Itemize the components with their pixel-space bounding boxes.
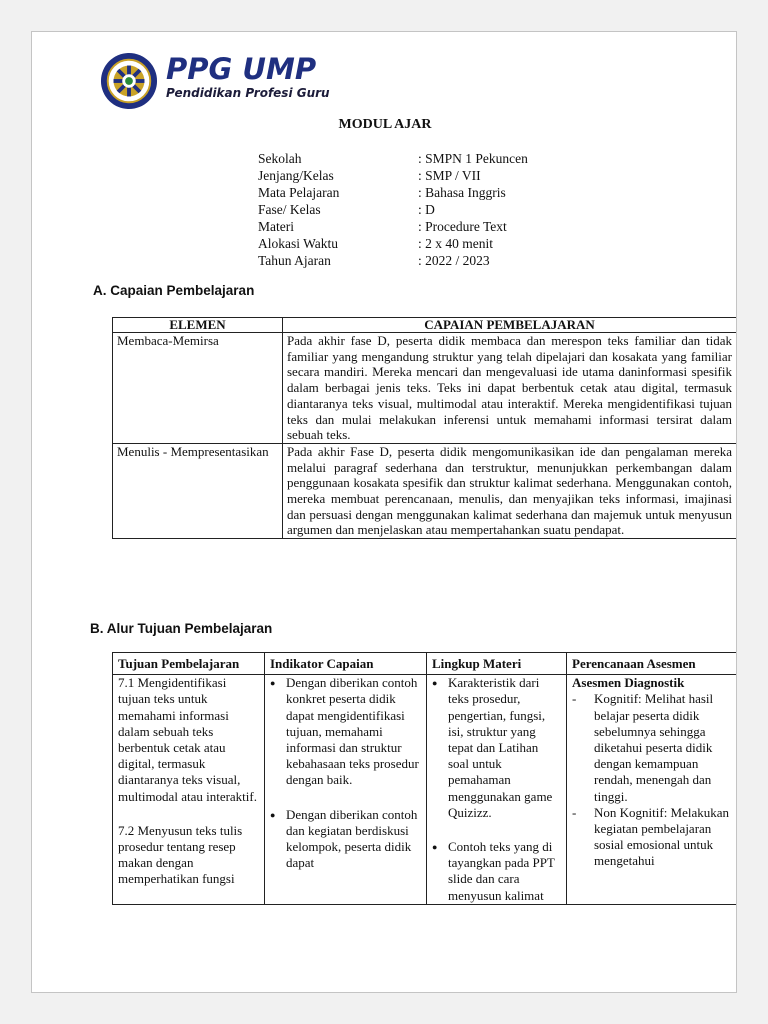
materi-cell: [427, 675, 567, 905]
identity-key: Mata Pelajaran: [258, 185, 340, 200]
list-item: ● Contoh teks yang di tayangkan pada PPT slide dan cara menyusun kalimat: [432, 839, 561, 904]
materi-list: [432, 675, 561, 904]
identity-row: [258, 167, 481, 184]
list-item: - Non Kognitif: Melakukan kegiatan pembelajaran sosial emosional untuk mengetahui: [572, 805, 732, 870]
identity-key: Alokasi Waktu: [258, 236, 339, 251]
tujuan-item: 7.2 Menyusun teks tulis prosedur tentang resep makan dengan memperhatikan fungsi: [118, 822, 243, 887]
identity-value: : 2 x 40 menit: [418, 236, 493, 251]
list-item: ● Dengan diberikan contoh konkret peserta didik dapat mengidentifikasi tujuan, memahami informasi dan struktur kebahasaan teks prosedur dengan baik.: [270, 675, 421, 788]
list-item: ● Karakteristik dari teks prosedur, pengertian, fungsi, isi, struktur yang tepat dan Latihan soal untuk pemahaman menggunakan game Quizizz.: [432, 675, 561, 821]
table-row: [113, 443, 737, 538]
document-page: [31, 31, 737, 993]
identity-row: [258, 150, 528, 167]
identity-value: : D: [418, 202, 435, 217]
university-seal-icon: [100, 52, 158, 110]
capaian-table: [112, 317, 737, 539]
identity-key: Sekolah: [258, 151, 302, 166]
table-header-row: [113, 653, 738, 675]
tujuan-item: 7.1 Mengidentifikasi tujuan teks untuk memahami informasi dalam sebuah teks berbentuk cetak atau digital, termasuk diantaranya teks visual, multimodal atau interaktif.: [118, 675, 257, 804]
identity-key: Tahun Ajaran: [258, 253, 331, 268]
identity-row: [258, 252, 490, 269]
identity-row: [258, 201, 435, 218]
table-header-row: [113, 318, 737, 333]
element-cell: Membaca-Memirsa: [113, 333, 283, 444]
alur-tujuan-table: [112, 652, 737, 905]
indikator-cell: [265, 675, 427, 905]
identity-key: Fase/ Kelas: [258, 202, 321, 217]
list-item: - Kognitif: Melihat hasil belajar peserta didik sebelumnya sehingga diketahui peserta didik dengan kemampuan rendah, menengah dan tinggi.: [572, 691, 732, 804]
identity-row: [258, 184, 506, 201]
table-row: [113, 675, 738, 905]
indikator-list: [270, 675, 421, 871]
column-header: Perencanaan Asesmen: [567, 653, 738, 675]
column-header: Tujuan Pembelajaran: [113, 653, 265, 675]
asesmen-list: [572, 691, 732, 869]
section-b-heading: B. Alur Tujuan Pembelajaran: [90, 621, 273, 636]
identity-key: Materi: [258, 219, 294, 234]
identity-row: [258, 218, 507, 235]
identity-key: Jenjang/Kelas: [258, 168, 334, 183]
document-title: MODUL AJAR: [338, 117, 432, 132]
column-header: Lingkup Materi: [427, 653, 567, 675]
tujuan-cell: [113, 675, 265, 905]
column-header: ELEMEN: [113, 318, 283, 333]
identity-value: : SMP / VII: [418, 168, 481, 183]
brand-name: PPG UMP: [166, 52, 317, 86]
identity-value: : 2022 / 2023: [418, 253, 490, 268]
identity-row: [258, 235, 493, 252]
section-a-heading: A. Capaian Pembelajaran: [93, 283, 255, 298]
column-header: CAPAIAN PEMBELAJARAN: [283, 318, 737, 333]
asesmen-cell: [567, 675, 738, 905]
asesmen-title: Asesmen Diagnostik: [572, 675, 685, 691]
element-cell: Menulis - Mempresentasikan: [113, 443, 283, 538]
capaian-cell: Pada akhir Fase D, peserta didik mengomunikasikan ide dan pengalaman mereka melalui paragraf sederhana dan terstruktur, menunjukkan perkembangan dalam penggunaan kosakata spesifik dan struktur kalimat sederhana. Menggunakan contoh, mereka membuat perencanaan, menulis, dan menyajikan teks informasi, imajinasi dan persuasi dengan menggunakan kalimat sederhana dan majemuk untuk menyusun argumen dan menjelaskan atau mempertahankan suatu pendapat.: [283, 443, 737, 538]
ppg-ump-logo: [100, 52, 360, 112]
list-item: ● Dengan diberikan contoh dan kegiatan berdiskusi kelompok, peserta didik dapat: [270, 807, 421, 872]
column-header: Indikator Capaian: [265, 653, 427, 675]
capaian-cell: Pada akhir fase D, peserta didik membaca dan merespon teks familiar dan tidak familiar yang mengandung struktur yang telah dipelajari dan kosakata yang familiar secara mandiri. Mereka mencari dan mengevaluasi ide utama daninformasi spesifik dalam berbagai jenis teks. Teks ini dapat berbentuk cetak atau digital, termasuk diantaranya teks visual, multimodal atau interaktif. Mereka mengidentifikasi tujuan teks dan mulai melakukan inferensi untuk memahami informasi tersirat dalam sebuah teks.: [283, 333, 737, 444]
identity-value: : SMPN 1 Pekuncen: [418, 151, 528, 166]
identity-value: : Procedure Text: [418, 219, 507, 234]
identity-value: : Bahasa Inggris: [418, 185, 506, 200]
brand-subtitle: Pendidikan Profesi Guru: [166, 86, 330, 100]
table-row: [113, 333, 737, 444]
